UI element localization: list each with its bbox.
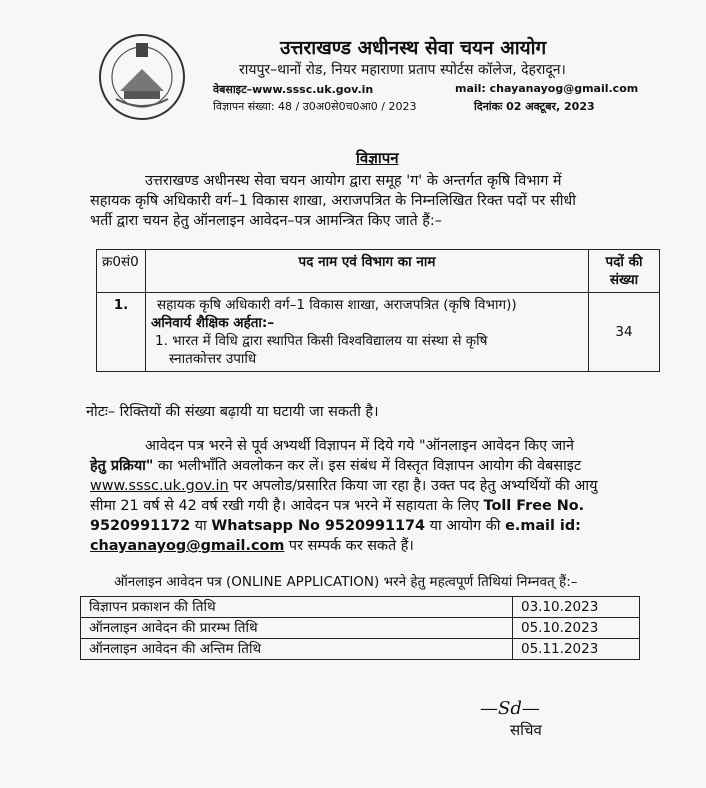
- date-value: 03.10.2023: [513, 597, 640, 618]
- instr-line-2: हेतु प्रक्रिया" का भलीभाँति अवलोकन कर लें। इस संबंध में विस्तृत विज्ञापन आयोग की वेबसाइट: [90, 458, 582, 474]
- adv-number: विज्ञापन संख्या: 48 / उ0अ0से0च0आ0 / 2023: [213, 100, 417, 113]
- table-row: [81, 618, 640, 639]
- signature: —Sd—: [480, 698, 540, 719]
- whatsapp-number: Whatsapp No 9520991174: [211, 518, 426, 534]
- table-row: [81, 639, 640, 660]
- dates-table: [80, 596, 640, 660]
- mail-value: mail: chayanayog@gmail.com: [455, 82, 639, 95]
- date-label: ऑनलाइन आवेदन की अन्तिम तिथि: [81, 639, 513, 660]
- adv-date: दिनांकः 02 अक्टूबर, 2023: [474, 100, 595, 113]
- table-row: [97, 293, 660, 372]
- dates-intro: ऑनलाइन आवेदन पत्र (ONLINE APPLICATION) भरने हेतु महत्वपूर्ण तिथियां निम्नवत् हैं:–: [114, 574, 578, 590]
- header-sno: क्र0सं0: [97, 250, 146, 293]
- header-post-count: पदों की संख्या: [589, 250, 660, 293]
- toll-free-number: 9520991172: [90, 518, 191, 534]
- row-post-count: 34: [589, 293, 660, 372]
- post-name: सहायक कृषि अधिकारी वर्ग–1 विकास शाखा, अराजपत्रित (कृषि विभाग)): [157, 297, 517, 313]
- header-post-name: पद नाम एवं विभाग का नाम: [146, 250, 589, 293]
- intro-line-3: भर्ती द्वारा चयन हेतु ऑनलाइन आवेदन–पत्र आमन्त्रित किए जाते हैं:–: [90, 213, 442, 229]
- note-text: नोटः– रिक्तियों की संख्या बढ़ायी या घटायी जा सकती है।: [86, 404, 379, 420]
- date-label: ऑनलाइन आवेदन की प्रारम्भ तिथि: [81, 618, 513, 639]
- process-text: हेतु प्रक्रिया": [90, 458, 154, 474]
- intro-line-2: सहायक कृषि अधिकारी वर्ग–1 विकास शाखा, अराजपत्रित के निम्नलिखित रिक्त पदों पर सीधी: [90, 193, 577, 209]
- email-link[interactable]: chayanayog@gmail.com: [90, 538, 285, 554]
- table-row: [81, 597, 640, 618]
- date-value: 05.10.2023: [513, 618, 640, 639]
- commission-seal-logo: [98, 33, 186, 121]
- date-value: 05.11.2023: [513, 639, 640, 660]
- website-text: वेबसाइट–www.sssc.uk.gov.in: [213, 83, 374, 96]
- row-sno: 1.: [97, 293, 146, 372]
- toll-free-label: Toll Free No.: [483, 498, 585, 514]
- qualification-line-1: 1. भारत में विधि द्वारा स्थापित किसी विश्वविद्यालय या संस्था से कृषि: [155, 333, 488, 349]
- instr-line-3: www.sssc.uk.gov.in पर अपलोड/प्रसारित किया जा रहा है। उक्त पद हेतु अभ्यर्थियों की आयु: [90, 478, 598, 494]
- instr-line-4: सीमा 21 वर्ष से 42 वर्ष रखी गयी है। आवेदन पत्र भरने में सहायता के लिए Toll Free No.: [90, 498, 585, 514]
- instr-line-1: आवेदन पत्र भरने से पूर्व अभ्यर्थी विज्ञापन में दिये गये "ऑनलाइन आवेदन किए जाने: [145, 438, 575, 454]
- designation: सचिव: [510, 721, 542, 739]
- intro-paragraph: [90, 171, 576, 231]
- date-label: विज्ञापन प्रकाशन की तिथि: [81, 597, 513, 618]
- qualification-line-2: स्नातकोत्तर उपाधि: [169, 351, 257, 367]
- website-link[interactable]: www.sssc.uk.gov.in: [90, 478, 229, 494]
- instr-line-6: chayanayog@gmail.com पर सम्पर्क कर सकते हैं।: [90, 538, 414, 554]
- page-heading: विज्ञापन: [356, 149, 399, 167]
- email-label: e.mail id:: [505, 518, 581, 534]
- qualification-heading: अनिवार्य शैक्षिक अर्हता:–: [151, 315, 275, 331]
- intro-line-1: उत्तराखण्ड अधीनस्थ सेवा चयन आयोग द्वारा समूह 'ग' के अन्तर्गत कृषि विभाग में: [145, 173, 562, 189]
- commission-title: उत्तराखण्ड अधीनस्थ सेवा चयन आयोग: [280, 37, 547, 59]
- mail-text: [455, 82, 638, 95]
- commission-address: रायपुर–थानों रोड, नियर महाराणा प्रताप स्पोर्टस कॉलेज, देहरादून।: [239, 62, 566, 78]
- posts-table: [96, 249, 660, 372]
- posts-header-row: [97, 250, 660, 293]
- instructions-paragraph: [90, 436, 597, 556]
- instr-line-5: 9520991172 या Whatsapp No 9520991174 या आयोग की e.mail id:: [90, 518, 581, 534]
- row-post-details: [146, 293, 589, 372]
